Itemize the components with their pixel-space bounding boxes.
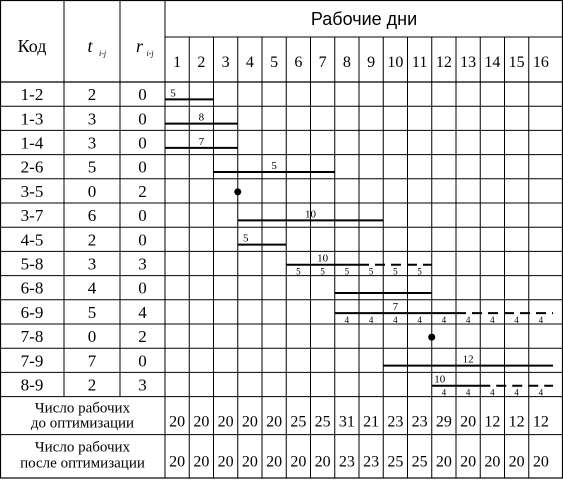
- workers-after-value: 23: [338, 453, 355, 471]
- header-t: t: [87, 36, 93, 56]
- day-number: 10: [387, 54, 404, 71]
- task-reserve: 0: [138, 109, 147, 129]
- task-reserve: 0: [138, 133, 147, 153]
- workers-before-value: 21: [363, 413, 380, 431]
- task-reserve: 2: [138, 327, 147, 347]
- bar-workers-label: 10: [305, 208, 316, 221]
- bar-workers-label: 8: [198, 111, 205, 124]
- task-code: 6-9: [20, 302, 44, 322]
- task-duration: 5: [87, 157, 97, 177]
- header-r: r: [135, 36, 144, 56]
- daily-workers-label: 5: [344, 266, 350, 277]
- task-duration: 6: [87, 206, 97, 226]
- workers-after-value: 20: [435, 453, 452, 471]
- task-duration: 7: [87, 351, 97, 371]
- daily-workers-label: 4: [368, 315, 374, 326]
- daily-workers-label: 5: [417, 266, 422, 277]
- workers-after-value: 20: [241, 453, 258, 471]
- daily-workers-label: 4: [465, 315, 471, 326]
- task-code: 7-9: [20, 351, 44, 371]
- task-reserve: 0: [138, 157, 147, 177]
- workers-after-value: 20: [460, 453, 477, 471]
- day-number: 16: [532, 54, 549, 71]
- bar-workers-label: 7: [198, 135, 205, 148]
- workers-after-value: 23: [363, 453, 380, 471]
- daily-workers-label: 4: [490, 387, 495, 398]
- daily-workers-label: 4: [465, 387, 471, 398]
- header-days-title: Рабочие дни: [310, 9, 418, 29]
- task-code: 6-8: [20, 278, 44, 298]
- day-number: 9: [367, 54, 376, 71]
- summary-after-label-1: Число рабочих: [34, 439, 131, 456]
- workers-after-value: 20: [266, 453, 283, 471]
- task-reserve: 2: [138, 181, 147, 201]
- task-duration: 3: [87, 254, 97, 274]
- task-code: 5-8: [20, 254, 44, 274]
- task-code: 7-8: [20, 327, 44, 347]
- workers-before-value: 20: [169, 413, 186, 431]
- task-reserve: 0: [138, 278, 147, 298]
- bar-workers-label: 12: [462, 353, 474, 366]
- workers-after-value: 20: [217, 453, 234, 471]
- task-duration: 5: [87, 302, 97, 322]
- workers-before-value: 20: [266, 413, 283, 431]
- daily-workers-label: 4: [393, 315, 398, 326]
- daily-workers-label: 4: [538, 387, 544, 398]
- workers-after-value: 20: [290, 453, 307, 471]
- workers-before-value: 12: [508, 413, 525, 431]
- bar-workers-label: 7: [392, 301, 399, 314]
- summary-before-label-1: Число рабочих: [34, 400, 131, 417]
- workers-before-value: 25: [290, 413, 307, 431]
- task-reserve: 0: [138, 85, 147, 105]
- task-duration: 3: [87, 109, 97, 129]
- day-number: 8: [342, 54, 351, 71]
- workers-before-value: 29: [435, 413, 452, 431]
- header-t-sub: i-j: [99, 49, 107, 58]
- task-reserve: 0: [138, 206, 147, 226]
- workers-before-value: 25: [314, 413, 331, 431]
- workers-before-value: 23: [411, 413, 428, 431]
- day-number: 5: [270, 54, 279, 71]
- task-code: 3-7: [20, 206, 44, 226]
- workers-after-value: 20: [508, 453, 525, 471]
- task-code: 8-9: [20, 375, 44, 395]
- bar-workers-label: 5: [271, 160, 277, 173]
- daily-workers-label: 4: [441, 315, 447, 326]
- day-number: 11: [411, 54, 428, 71]
- workers-after-value: 25: [411, 453, 428, 471]
- task-reserve: 4: [138, 302, 147, 322]
- task-duration: 0: [87, 327, 97, 347]
- workers-after-value: 20: [314, 453, 331, 471]
- task-duration: 2: [87, 230, 97, 250]
- task-duration: 2: [87, 85, 97, 105]
- daily-workers-label: 5: [320, 266, 325, 277]
- workers-before-value: 12: [532, 413, 549, 431]
- workers-before-value: 20: [241, 413, 258, 431]
- task-code: 1-4: [20, 133, 44, 153]
- task-duration: 3: [87, 133, 97, 153]
- day-number: 3: [221, 54, 230, 71]
- task-code: 3-5: [20, 181, 44, 201]
- daily-workers-label: 5: [296, 266, 301, 277]
- daily-workers-label: 4: [417, 315, 422, 326]
- bar-workers-label: 5: [243, 232, 249, 245]
- task-reserve: 0: [138, 230, 147, 250]
- day-number: 7: [318, 54, 327, 71]
- bar-workers-label: 5: [170, 87, 176, 100]
- workers-after-value: 25: [387, 453, 404, 471]
- day-number: 1: [173, 54, 182, 71]
- daily-workers-label: 4: [514, 387, 519, 398]
- header-code: Код: [17, 36, 47, 56]
- day-number: 2: [197, 54, 206, 71]
- task-duration: 2: [87, 375, 97, 395]
- workers-after-value: 20: [193, 453, 210, 471]
- workers-before-value: 23: [387, 413, 404, 431]
- workers-after-value: 20: [484, 453, 501, 471]
- task-code: 1-3: [20, 109, 44, 129]
- daily-workers-label: 5: [393, 266, 398, 277]
- zero-duration-event: [428, 334, 435, 341]
- summary-after-label-2: после оптимизации: [20, 455, 145, 472]
- workers-before-value: 20: [217, 413, 234, 431]
- day-number: 4: [245, 54, 254, 71]
- workers-after-value: 20: [532, 453, 549, 471]
- workers-before-value: 20: [460, 413, 477, 431]
- daily-workers-label: 4: [344, 315, 350, 326]
- zero-duration-event: [234, 188, 241, 195]
- daily-workers-label: 4: [490, 315, 495, 326]
- task-code: 2-6: [20, 157, 44, 177]
- task-code: 4-5: [20, 230, 44, 250]
- daily-workers-label: 4: [538, 315, 544, 326]
- workers-before-value: 12: [484, 413, 501, 431]
- summary-before-label-2: до оптимизации: [30, 415, 135, 432]
- workers-after-value: 20: [169, 453, 186, 471]
- day-number: 15: [508, 54, 525, 71]
- daily-workers-label: 5: [368, 266, 374, 277]
- task-reserve: 0: [138, 351, 147, 371]
- task-code: 1-2: [20, 85, 44, 105]
- daily-workers-label: 4: [441, 387, 447, 398]
- task-reserve: 3: [138, 254, 147, 274]
- bar-workers-label: 10: [434, 373, 446, 386]
- task-duration: 4: [87, 278, 97, 298]
- task-duration: 0: [87, 181, 97, 201]
- day-number: 14: [484, 54, 501, 71]
- daily-workers-label: 4: [514, 315, 519, 326]
- task-reserve: 3: [138, 375, 147, 395]
- workers-before-value: 31: [338, 413, 355, 431]
- day-number: 13: [460, 54, 477, 71]
- bar-workers-label: 10: [317, 252, 329, 265]
- header-r-sub: i-j: [146, 49, 154, 58]
- day-number: 6: [294, 54, 303, 71]
- workers-before-value: 20: [193, 413, 210, 431]
- day-number: 12: [435, 54, 452, 71]
